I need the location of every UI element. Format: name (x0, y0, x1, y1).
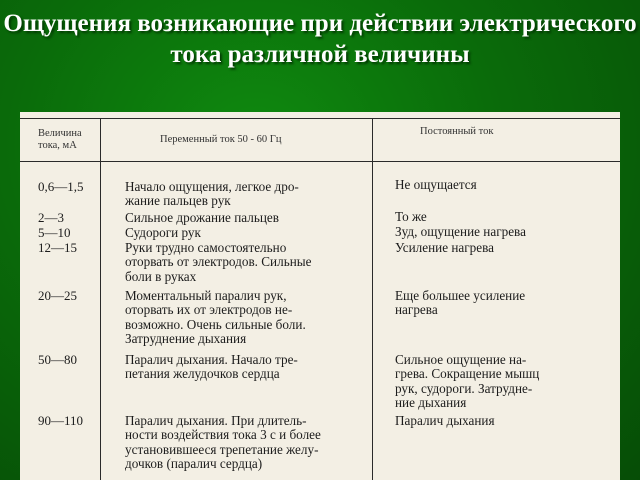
header-rule (20, 161, 620, 162)
ac-sensation: Паралич дыхания. Начало тре- петания желудочков сердца (125, 352, 298, 382)
column-divider (372, 118, 373, 480)
column-divider (100, 118, 101, 480)
ac-sensation: Паралич дыхания. При длитель- ности воздействия тока 3 с и более установившееся трепетание желу- дочков (паралич сердца) (125, 413, 321, 472)
current-value: 20—25 (38, 288, 77, 303)
current-value: 2—3 (38, 210, 64, 225)
current-value: 90—110 (38, 413, 84, 428)
ac-sensation: Руки трудно самостоятельно оторвать от электродов. Сильные боли в руках (125, 240, 312, 284)
dc-sensation: Не ощущается (395, 177, 477, 192)
dc-sensation: Зуд, ощущение нагрева (395, 224, 526, 239)
ac-sensation: Моментальный паралич рук, оторвать их от электродов не- возможно. Очень сильные боли. Затруднение дыхания (125, 288, 306, 347)
ac-sensation: Сильное дрожание пальцев (125, 210, 279, 225)
dc-sensation: Еще большее усиление нагрева (395, 288, 526, 318)
dc-sensation: Паралич дыхания (395, 413, 495, 428)
slide-title: Ощущения возникающие при действии электрического тока различной величины (3, 10, 637, 68)
header-dc: Постоянный ток (420, 126, 494, 137)
current-value: 5—10 (38, 225, 71, 240)
dc-sensation: Сильное ощущение на- грева. Сокращение мышц рук, судороги. Затрудне- ние дыхания (395, 352, 540, 411)
dc-sensation: Усиление нагрева (395, 240, 495, 255)
ac-sensation: Начало ощущения, легкое дро- жание пальцев рук (125, 179, 299, 209)
header-ac: Переменный ток 50 - 60 Гц (160, 134, 282, 145)
scanned-table (20, 112, 620, 480)
current-value: 12—15 (38, 240, 77, 255)
current-value: 0,6—1,5 (38, 179, 84, 194)
ac-sensation: Судороги рук (125, 225, 201, 240)
dc-sensation: То же (395, 209, 427, 224)
current-value: 50—80 (38, 352, 77, 367)
table-top-rule (20, 118, 620, 119)
header-current: Величина тока, мА (38, 128, 82, 151)
